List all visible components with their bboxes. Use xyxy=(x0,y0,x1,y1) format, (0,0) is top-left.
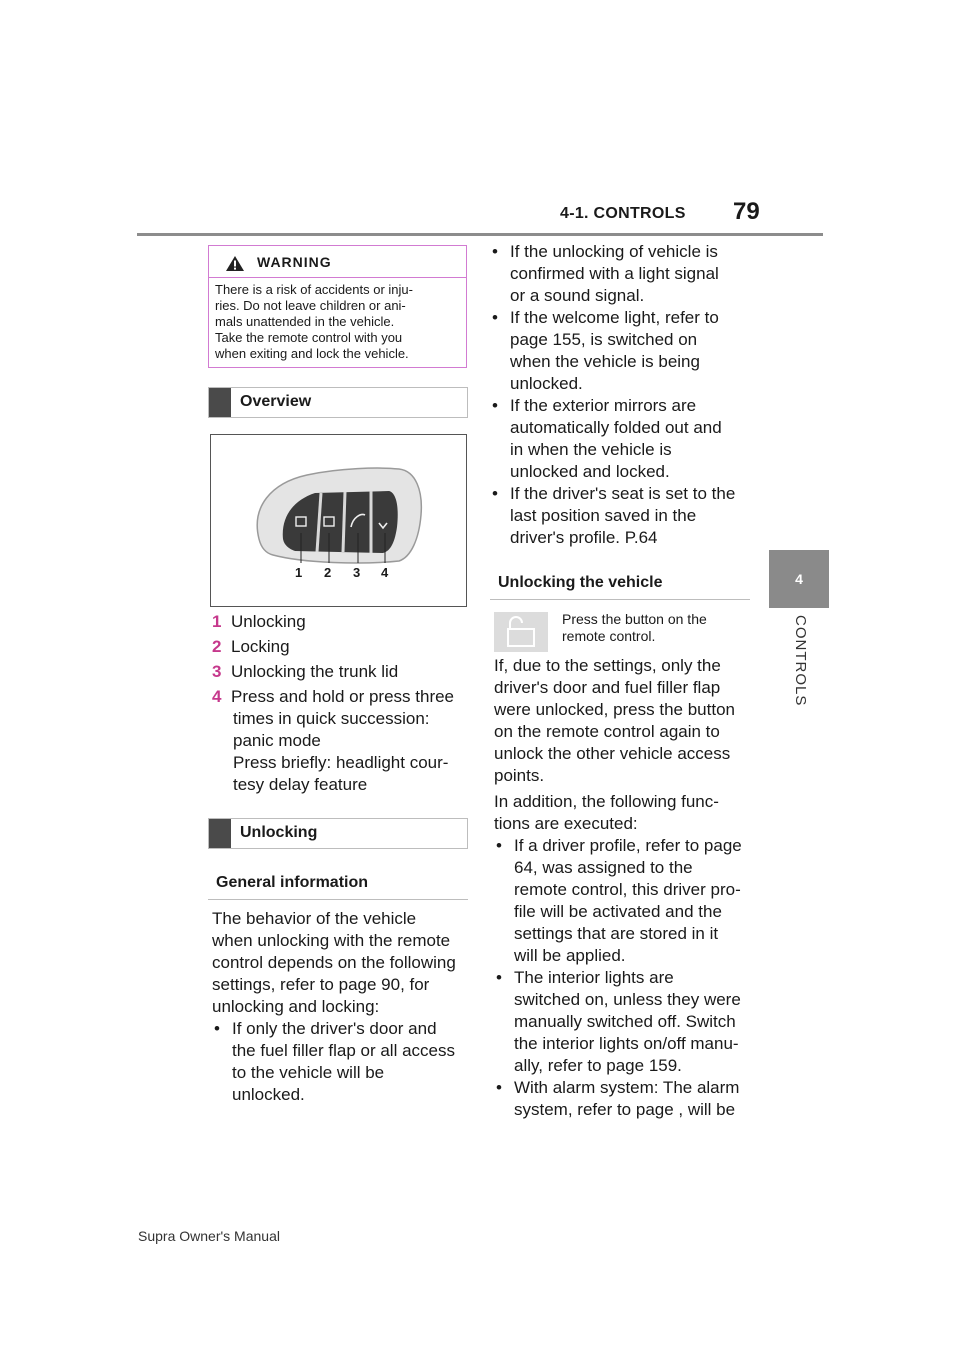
list-item: 4 Press and hold or press three times in quick succession: panic mode Press briefly: headlight cour- tesy delay feature xyxy=(212,687,455,794)
general-information-heading: General information xyxy=(208,869,468,900)
list-item: 3 Unlocking the trunk lid xyxy=(212,662,399,681)
unlocking-heading: Unlocking xyxy=(208,818,468,849)
figure-label-4: 4 xyxy=(381,565,389,580)
list-item: 2 Locking xyxy=(212,637,290,656)
bullet-item: • The interior lights are switched on, unless they were manually switched off. Switch the interior lights on/off manu- ally, refer to page 159. xyxy=(496,968,741,1075)
bullet-item: • If only the driver's door and the fuel filler flap or all access to the vehicle will be unlocked. xyxy=(214,1019,455,1104)
figure-label-1: 1 xyxy=(295,565,303,580)
chapter-tab-number: 4 xyxy=(769,550,829,608)
remote-key-figure xyxy=(210,434,467,607)
warning-header xyxy=(209,246,466,278)
unlocking-paragraph-2: In addition, the following func- tions are executed: xyxy=(494,792,719,833)
warning-triangle-icon xyxy=(225,255,245,272)
figure-label-3: 3 xyxy=(353,565,361,580)
warning-box xyxy=(208,245,467,368)
unlock-button-icon xyxy=(494,612,548,652)
bullet-item: • With alarm system: The alarm system, refer to page , will be xyxy=(496,1078,740,1119)
list-item: 1 Unlocking xyxy=(212,612,306,631)
warning-title: WARNING xyxy=(257,254,332,270)
bullet-item: • If the exterior mirrors are automatically folded out and in when the vehicle is unlocked and locked. xyxy=(492,396,722,481)
warning-text: There is a risk of accidents or inju- ries. Do not leave children or ani- mals unattended in the vehicle. Take the remote control with you when exiting and lock the vehicle. xyxy=(215,282,413,361)
press-button-text: Press the button on the remote control. xyxy=(562,611,707,644)
header-rule xyxy=(137,233,823,236)
unlocking-paragraph-1: If, due to the settings, only the driver's door and fuel filler flap were unlocked, press the button on the remote control again to unlock the other vehicle access points. xyxy=(494,656,735,785)
bullet-item: • If the driver's seat is set to the last position saved in the driver's profile. P.64 xyxy=(492,484,736,547)
footer-manual-title: Supra Owner's Manual xyxy=(138,1228,280,1244)
page-number: 79 xyxy=(733,198,760,225)
bullet-item: • If the welcome light, refer to page 155, is switched on when the vehicle is being unlocked. xyxy=(492,308,719,393)
unlocking-intro: The behavior of the vehicle when unlocking with the remote control depends on the following settings, refer to page 90, for unlocking and locking: xyxy=(212,909,456,1016)
bullet-item: • If a driver profile, refer to page 64, was assigned to the remote control, this driver pro- file will be activated and the settings that are stored in it will be applied. xyxy=(496,836,742,965)
chapter-tab-label: CONTROLS xyxy=(792,615,809,707)
overview-heading: Overview xyxy=(208,387,468,418)
remote-key-illustration xyxy=(211,435,466,606)
figure-label-2: 2 xyxy=(324,565,332,580)
bullet-item: • If the unlocking of vehicle is confirmed with a light signal or a sound signal. xyxy=(492,242,719,305)
unlocking-vehicle-heading: Unlocking the vehicle xyxy=(490,569,750,600)
section-title: 4-1. CONTROLS xyxy=(560,205,686,222)
